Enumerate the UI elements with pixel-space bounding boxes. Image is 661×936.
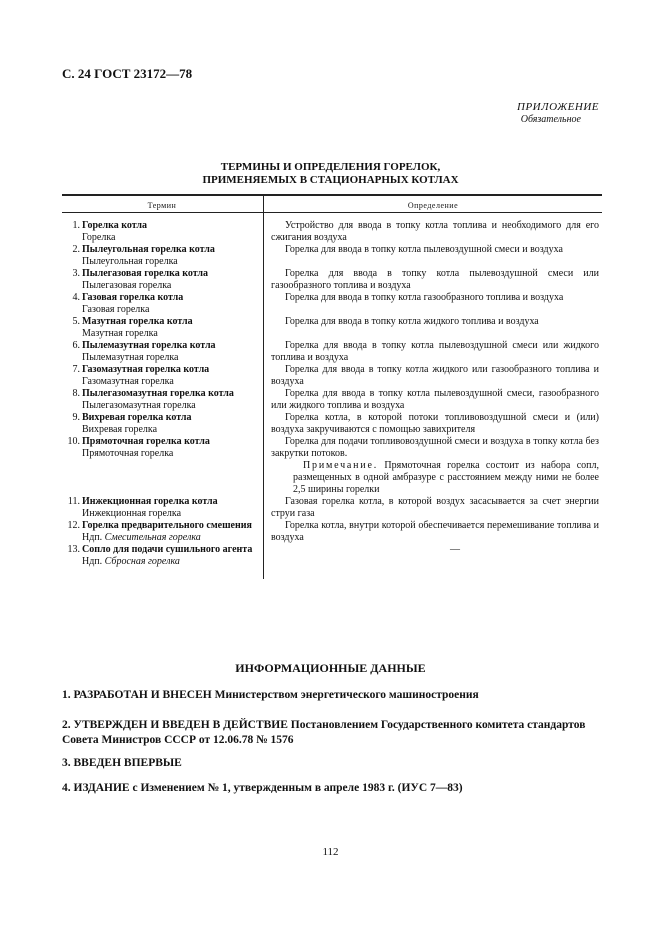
- definition-7: Горелка для ввода в топку котла жидкого или газообразного топлива и воздуха: [271, 364, 599, 387]
- note-label: Примечание.: [303, 460, 379, 471]
- definition-9: Горелка котла, в которой потоки топливовоздушной смеси и (или) воздуха закручиваются с помощью завихрителя: [271, 412, 599, 435]
- term-item: 10. Прямоточная горелка котла Прямоточная горелка: [67, 436, 210, 459]
- term-item: 3. Пылегазовая горелка котла Пылегазовая горелка: [72, 268, 208, 291]
- column-header-definition: Определение: [407, 201, 459, 210]
- table-top-rule: [62, 194, 602, 196]
- column-header-term: Термин: [147, 201, 177, 210]
- info-item: 2. УТВЕРЖДЕН И ВВЕДЕН В ДЕЙСТВИЕ Постановлением Государственного комитета стандартов Совета Министров СССР от 12.06.78 № 1576: [62, 719, 586, 746]
- definition-11: Газовая горелка котла, в которой воздух засасывается за счет энергии струи газа: [271, 496, 599, 519]
- term-item: 2. Пылеугольная горелка котла Пылеугольная горелка: [72, 244, 215, 267]
- term-item: 9. Вихревая горелка котла Вихревая горелка: [72, 412, 192, 435]
- term-item: 11. Инжекционная горелка котла Инжекционная горелка: [67, 496, 218, 519]
- term-item: 6. Пылемазутная горелка котла Пылемазутная горелка: [72, 340, 216, 363]
- definition-5: Горелка для ввода в топку котла жидкого топлива и воздуха: [285, 316, 539, 327]
- info-item: 3. ВВЕДЕН ВПЕРВЫЕ: [62, 757, 182, 769]
- definition-3: Горелка для ввода в топку котла пылевоздушной смеси или газообразного топлива и воздуха: [271, 268, 599, 291]
- table-title-line1: ТЕРМИНЫ И ОПРЕДЕЛЕНИЯ ГОРЕЛОК,: [220, 161, 441, 173]
- definition-4: Горелка для ввода в топку котла газообразного топлива и воздуха: [285, 292, 564, 303]
- definition-10: Горелка для подачи топливовоздушной смеси и воздуха в топку котла без закрутки потоков.: [271, 436, 599, 459]
- term-item: 8. Пылегазомазутная горелка котла Пылегазомазутная горелка: [72, 388, 234, 411]
- info-item: 1. РАЗРАБОТАН И ВНЕСЕН Министерством энергетического машиностроения: [62, 689, 479, 701]
- info-title: ИНФОРМАЦИОННЫЕ ДАННЫЕ: [235, 661, 426, 675]
- definition-2: Горелка для ввода в топку котла пылевоздушной смеси и воздуха: [285, 244, 563, 255]
- definition-1: Устройство для ввода в топку котла топлива и необходимого для его сжигания воздуха: [271, 220, 599, 243]
- appendix-type: Обязательное: [520, 114, 581, 125]
- page-header: С. 24 ГОСТ 23172—78: [62, 66, 193, 81]
- term-item: 1. Горелка котла Горелка: [72, 220, 147, 243]
- term-item: 7. Газомазутная горелка котла Газомазутная горелка: [72, 364, 210, 387]
- term-item: 5. Мазутная горелка котла Мазутная горелка: [72, 316, 193, 339]
- note-text: Прямоточная горелка состоит из набора сопл, размещенных в одной амбразуре с расстоянием между ними не более 2,5 ширины горелки: [293, 460, 599, 495]
- definition-10-note: [271, 460, 599, 496]
- term-item: 4. Газовая горелка котла Газовая горелка: [72, 292, 184, 315]
- term-item: 12. Горелка предварительного смешения Ндп. Смесительная горелка: [67, 520, 252, 543]
- table-column-divider: [263, 194, 264, 579]
- definition-8: Горелка для ввода в топку котла пылевоздушной смеси, газообразного или жидкого топлива и воздуха: [271, 388, 599, 411]
- info-item: 4. ИЗДАНИЕ с Изменением № 1, утвержденным в апреле 1983 г. (ИУС 7—83): [62, 782, 463, 794]
- definition-13: —: [450, 544, 460, 555]
- term-item: 13. Сопло для подачи сушильного агента Ндп. Сбросная горелка: [67, 544, 253, 567]
- table-header-rule: [62, 212, 602, 213]
- page-number: 112: [322, 846, 339, 858]
- table-title-line2: ПРИМЕНЯЕМЫХ В СТАЦИОНАРНЫХ КОТЛАХ: [202, 174, 459, 186]
- definition-12: Горелка котла, внутри которой обеспечивается перемешивание топлива и воздуха: [271, 520, 599, 543]
- appendix-label: ПРИЛОЖЕНИЕ: [517, 101, 599, 113]
- definition-6: Горелка для ввода в топку котла пылевоздушной смеси или жидкого топлива и воздуха: [271, 340, 599, 363]
